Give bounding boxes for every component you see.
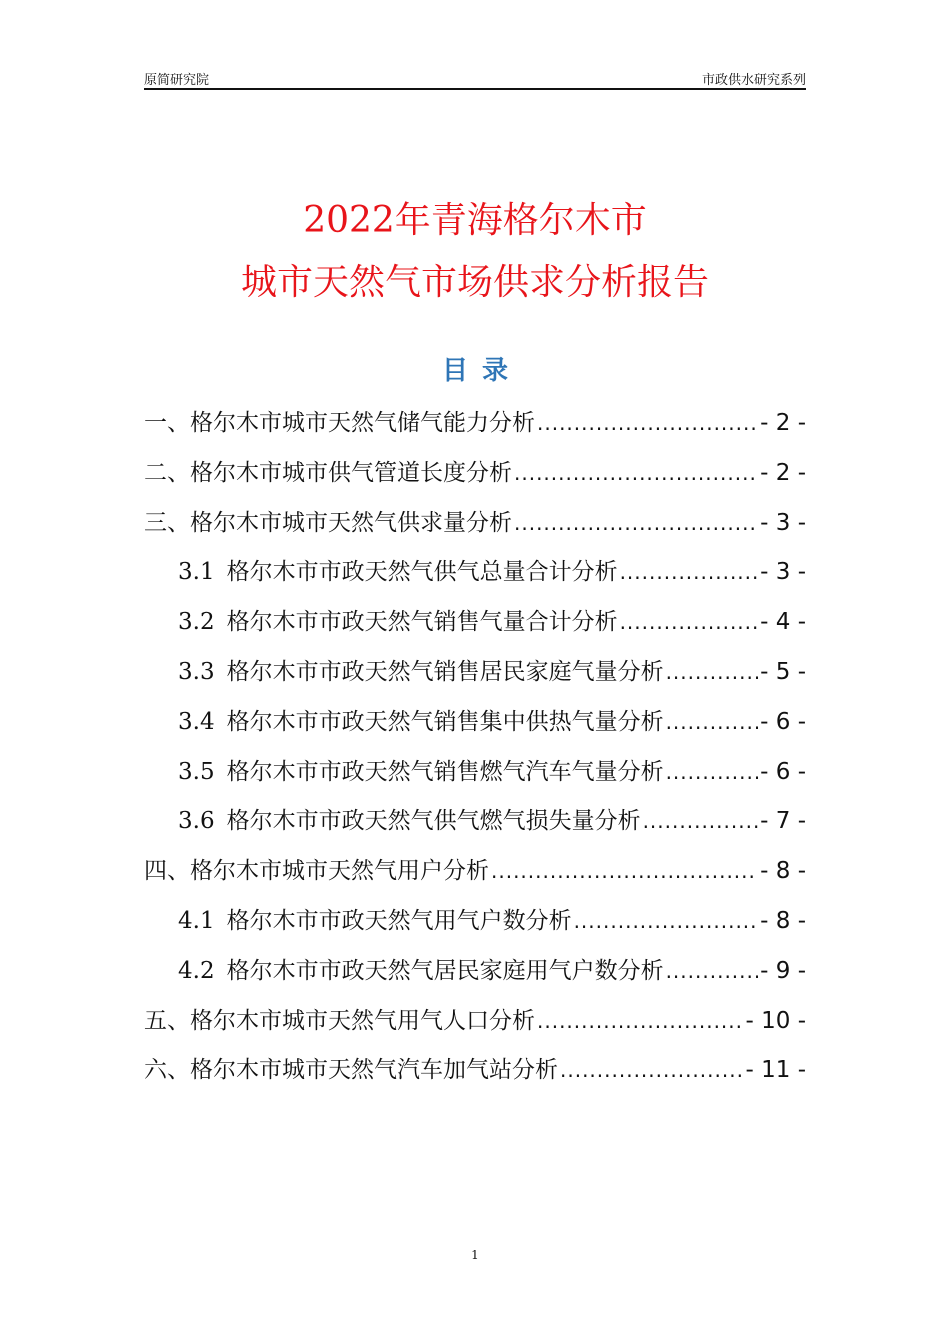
toc-dot-leader <box>574 908 759 934</box>
toc-entry[interactable] <box>144 852 806 902</box>
toc-dot-leader <box>514 460 758 486</box>
toc-entry[interactable] <box>144 753 806 803</box>
toc-dot-leader <box>537 1008 744 1034</box>
page-number: 1 <box>471 1248 479 1262</box>
toc-entry-number: 3.2 <box>178 609 215 636</box>
toc-entry-number: 3.3 <box>178 658 215 685</box>
toc-entry-title: 四、格尔木市城市天然气用户分析 <box>144 858 489 885</box>
toc-entry[interactable] <box>144 703 806 753</box>
toc-entry[interactable] <box>144 902 806 952</box>
toc-entry[interactable] <box>144 952 806 1002</box>
toc-entry-title: 格尔木市市政天然气销售居民家庭气量分析 <box>226 658 664 685</box>
report-title-line1: 2022年青海格尔木市 <box>303 200 647 241</box>
toc-entry-number: 3.5 <box>178 758 215 785</box>
toc-dot-leader <box>666 709 759 735</box>
toc-entry-title: 格尔木市市政天然气供气燃气损失量分析 <box>226 808 641 835</box>
toc-entry[interactable] <box>144 1002 806 1052</box>
toc-entry-number: 3.1 <box>178 559 215 586</box>
toc-dot-leader <box>620 609 759 635</box>
toc-entry[interactable] <box>144 802 806 852</box>
toc-entry-page: - 6 - <box>760 708 806 735</box>
toc-entry-page: - 8 - <box>760 907 806 934</box>
toc-entry-number: 4.1 <box>178 907 215 934</box>
toc-entry-page: - 2 - <box>760 410 806 436</box>
toc-entry-title: 五、格尔木市城市天然气用气人口分析 <box>144 1007 535 1034</box>
report-title-line2: 城市天然气市场供求分析报告 <box>240 262 709 303</box>
toc-entry-page: - 6 - <box>760 758 806 785</box>
toc-entry-page: - 9 - <box>760 957 806 984</box>
toc-entry-page: - 3 - <box>760 509 806 536</box>
toc-entry[interactable] <box>144 504 806 554</box>
toc-entry-title: 格尔木市市政天然气用气户数分析 <box>226 907 572 934</box>
toc-entry-page: - 10 - <box>745 1007 806 1034</box>
toc-heading: 目录 <box>441 356 522 386</box>
toc-dot-leader <box>666 958 759 984</box>
toc-entry-page: - 11 - <box>745 1057 806 1084</box>
toc-dot-leader <box>620 559 759 585</box>
toc-entry-title: 格尔木市市政天然气销售燃气汽车气量分析 <box>226 758 664 785</box>
toc-entry-title: 一、格尔木市城市天然气储气能力分析 <box>144 410 535 436</box>
toc-entry-number: 3.4 <box>178 708 215 735</box>
toc-entry[interactable] <box>144 454 806 504</box>
toc-dot-leader <box>514 510 758 536</box>
toc-entry[interactable] <box>144 653 806 703</box>
header-left: 原简研究院 <box>144 73 210 88</box>
toc-entry[interactable] <box>144 603 806 653</box>
page-header <box>144 68 806 90</box>
header-right: 市政供水研究系列 <box>701 73 806 88</box>
toc-entry-title: 格尔木市市政天然气居民家庭用气户数分析 <box>226 957 664 984</box>
toc-entry-title: 格尔木市市政天然气供气总量合计分析 <box>226 559 618 586</box>
toc-entry-title: 格尔木市市政天然气销售气量合计分析 <box>226 609 618 636</box>
toc-entry[interactable] <box>144 553 806 603</box>
toc-dot-leader <box>666 759 759 785</box>
toc-entry-page: - 2 - <box>760 459 806 486</box>
toc-dot-leader <box>537 410 758 436</box>
toc-entry-page: - 8 - <box>760 858 806 885</box>
toc-entry-title: 格尔木市市政天然气销售集中供热气量分析 <box>226 708 664 735</box>
toc-entry[interactable] <box>144 404 806 454</box>
toc-entry-page: - 7 - <box>760 808 806 835</box>
toc-dot-leader <box>491 858 758 884</box>
table-of-contents <box>144 404 806 1101</box>
toc-entry-title: 三、格尔木市城市天然气供求量分析 <box>144 509 512 536</box>
toc-entry-number: 4.2 <box>178 957 215 984</box>
toc-dot-leader <box>666 659 759 685</box>
toc-entry[interactable] <box>144 1051 806 1101</box>
toc-entry-page: - 4 - <box>760 609 806 636</box>
toc-entry-title: 二、格尔木市城市供气管道长度分析 <box>144 459 512 486</box>
toc-entry-number: 3.6 <box>178 808 215 835</box>
toc-entry-title: 六、格尔木市城市天然气汽车加气站分析 <box>144 1057 558 1084</box>
toc-entry-page: - 3 - <box>760 559 806 586</box>
toc-dot-leader <box>643 808 759 834</box>
toc-dot-leader <box>560 1057 744 1083</box>
toc-entry-page: - 5 - <box>760 658 806 685</box>
